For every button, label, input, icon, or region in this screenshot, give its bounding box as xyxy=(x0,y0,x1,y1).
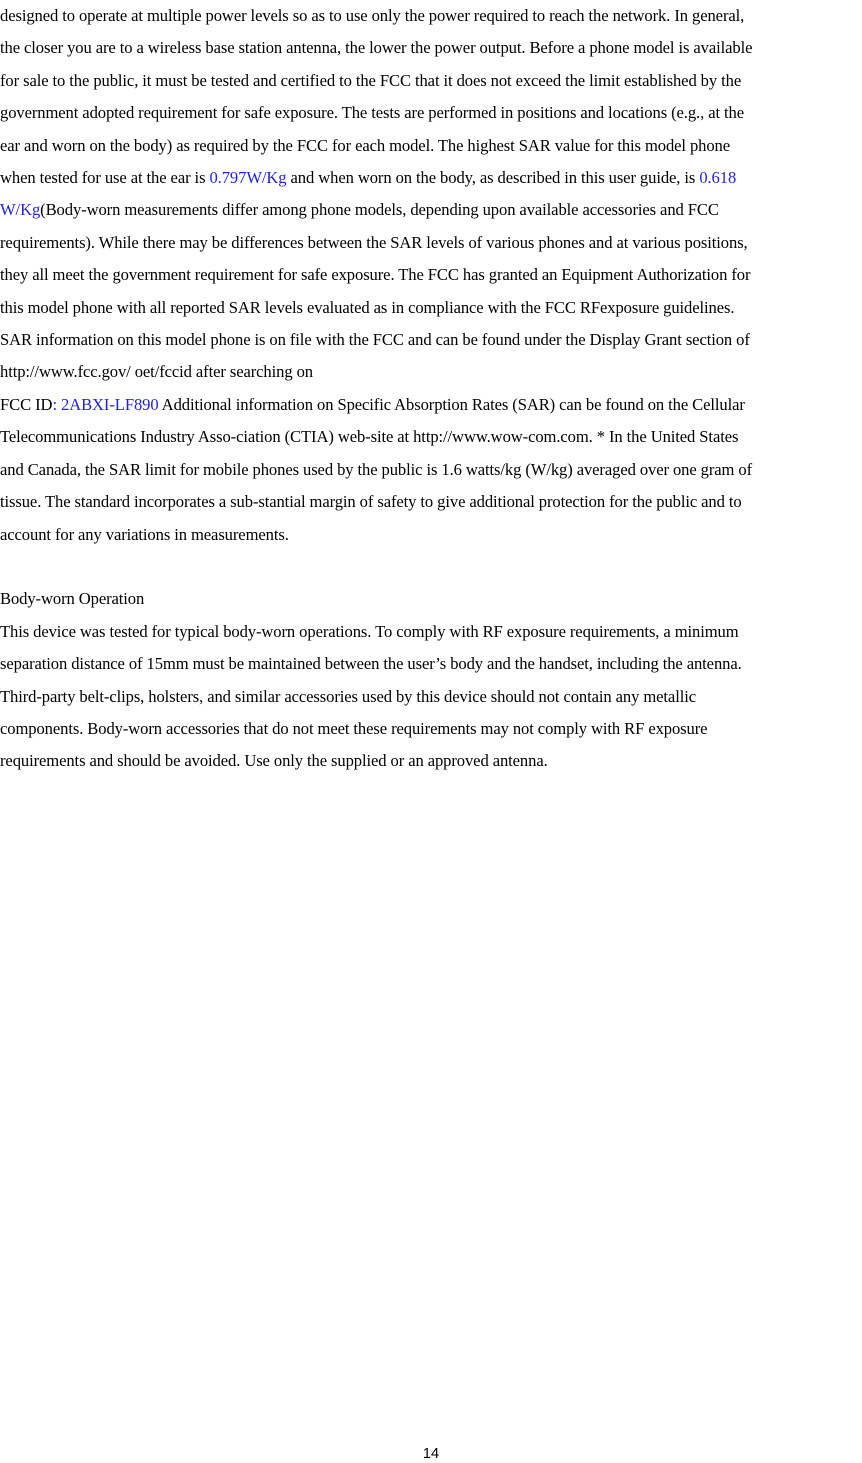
text-fragment: when tested for use at the ear is xyxy=(0,168,210,188)
text-line xyxy=(0,389,862,421)
body-sar-value: 0.618 xyxy=(699,168,737,188)
text-line: government adopted requirement for safe exposure. The tests are performed in positions and locations (e.g., at the xyxy=(0,103,744,123)
ear-sar-value: 0.797W/Kg xyxy=(209,168,287,188)
text-line: account for any variations in measurements. xyxy=(0,524,289,544)
fcc-id-value: : 2ABXI-LF890 xyxy=(52,394,159,414)
body-worn-section xyxy=(0,583,862,777)
text-line xyxy=(0,194,862,226)
text-line: http://www.fcc.gov/ oet/fccid after searching on xyxy=(0,362,313,382)
text-line: Telecommunications Industry Asso-ciation (CTIA) web-site at http://www.wow-com.com. * In the United States xyxy=(0,427,739,447)
text-line: requirements and should be avoided. Use only the supplied or an approved antenna. xyxy=(0,751,548,771)
text-fragment: and when worn on the body, as described in this user guide, is xyxy=(286,168,700,188)
text-fragment: FCC ID xyxy=(0,394,53,414)
text-line: for sale to the public, it must be tested and certified to the FCC that it does not exceed the limit established by the xyxy=(0,70,742,90)
text-line: SAR information on this model phone is on file with the FCC and can be found under the Display Grant section of xyxy=(0,330,750,350)
text-fragment: Additional information on Specific Absorption Rates (SAR) can be found on the Cellular xyxy=(158,394,745,414)
text-fragment: (Body-worn measurements differ among phone models, depending upon available accessories and FCC xyxy=(40,200,719,220)
body-sar-unit: W/Kg xyxy=(0,200,41,220)
text-line: this model phone with all reported SAR levels evaluated as in compliance with the FCC RFexposure guidelines. xyxy=(0,297,735,317)
sar-paragraph xyxy=(0,0,862,551)
text-line: tissue. The standard incorporates a sub-stantial margin of safety to give additional protection for the public and to xyxy=(0,492,742,512)
paragraph-spacer xyxy=(0,551,862,583)
text-line: Third-party belt-clips, holsters, and similar accessories used by this device should not contain any metallic xyxy=(0,686,696,706)
text-line: the closer you are to a wireless base station antenna, the lower the power output. Before a phone model is available xyxy=(0,38,753,58)
text-line: This device was tested for typical body-worn operations. To comply with RF exposure requirements, a minimum xyxy=(0,621,739,641)
section-heading: Body-worn Operation xyxy=(0,589,145,609)
text-line: separation distance of 15mm must be maintained between the user’s body and the handset, including the antenna. xyxy=(0,654,742,674)
page-number: 14 xyxy=(422,1446,440,1462)
text-line: and Canada, the SAR limit for mobile phones used by the public is 1.6 watts/kg (W/kg) averaged over one gram of xyxy=(0,459,753,479)
text-line xyxy=(0,162,862,194)
text-line: ear and worn on the body) as required by the FCC for each model. The highest SAR value for this model phone xyxy=(0,135,731,155)
text-line: components. Body-worn accessories that do not meet these requirements may not comply with RF exposure xyxy=(0,718,708,738)
text-line: requirements). While there may be differences between the SAR levels of various phones and at various positions, xyxy=(0,232,748,252)
text-line: they all meet the government requirement for safe exposure. The FCC has granted an Equipment Authorization for xyxy=(0,265,751,285)
text-line: designed to operate at multiple power levels so as to use only the power required to reach the network. In general, xyxy=(0,6,745,25)
